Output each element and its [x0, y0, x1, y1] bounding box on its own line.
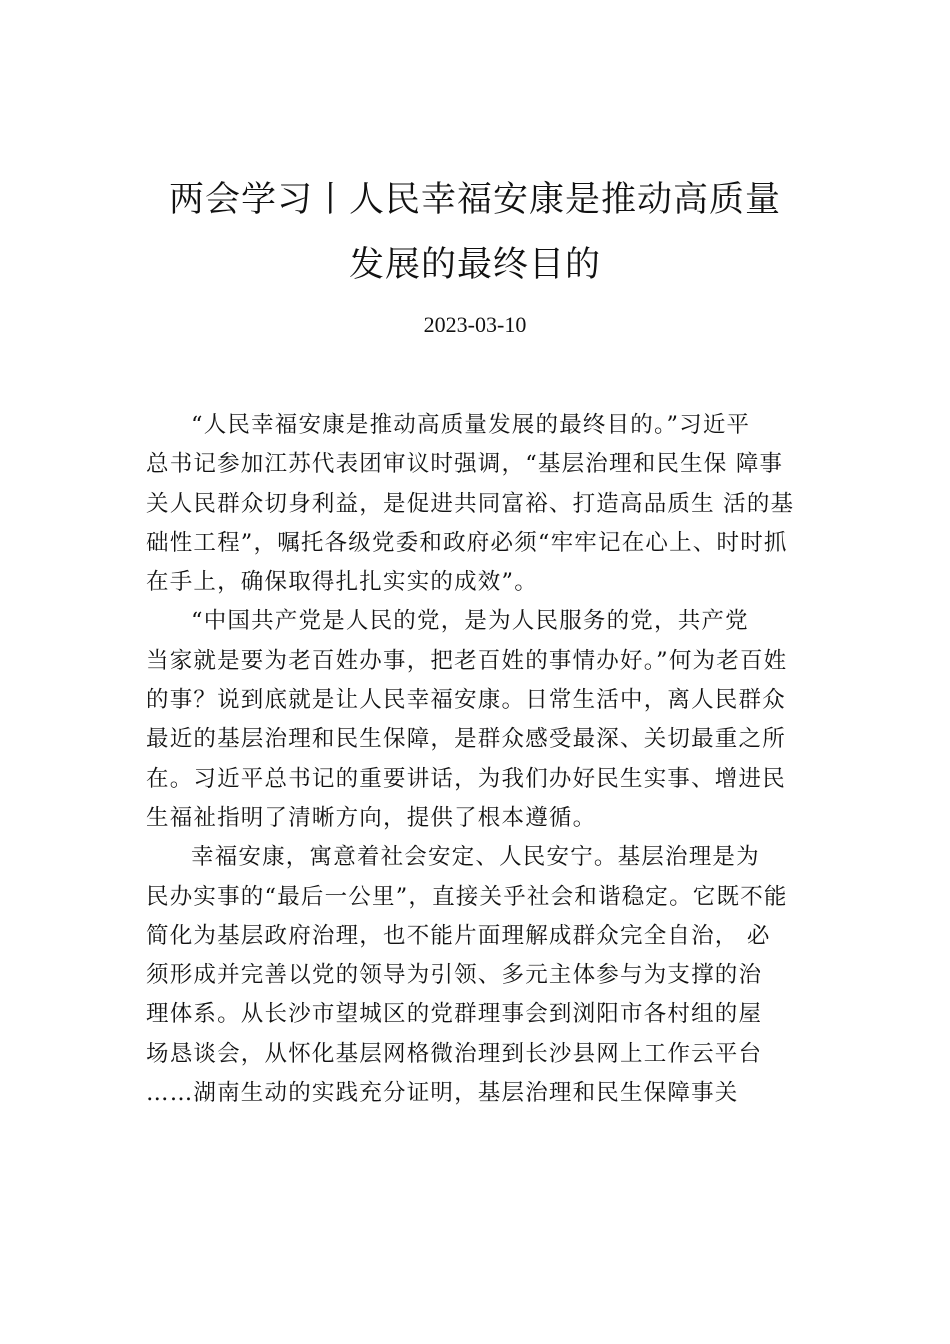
paragraph-3: [146, 838, 846, 1113]
article-body: [146, 406, 846, 1113]
article-title-line-1: 两会学习丨人民幸福安康是推动高质量: [168, 180, 781, 220]
paragraph-line: 在。习近平总书记的重要讲话，为我们办好民生实事、增进民: [146, 765, 786, 792]
paragraph-line: 民办实事的“最后一公里”，直接关乎社会和谐稳定。它既不能: [146, 883, 788, 910]
paragraph-line: 幸福安康，寓意着社会安定、人民安宁。基层治理是为: [191, 844, 760, 871]
paragraph-line: 总书记参加江苏代表团审议时强调，“基层治理和民生保 障事: [146, 451, 784, 478]
paragraph-line: 关人民群众切身利益，是促进共同富裕、打造高品质生 活的基: [146, 490, 795, 517]
paragraph-line: 须形成并完善以党的领导为引领、多元主体参与为支撑的治: [146, 962, 763, 989]
publish-date: 2023-03-10: [423, 312, 527, 337]
paragraph-line: 生福祉指明了清晰方向，提供了根本遵循。: [146, 804, 597, 831]
paragraph-line: 场恳谈会，从怀化基层网格微治理到长沙县网上工作云平台: [146, 1040, 763, 1067]
paragraph-line: 简化为基层政府治理，也不能片面理解成群众完全自治， 必: [146, 922, 771, 949]
paragraph-line: 最近的基层治理和民生保障，是群众感受最深、关切最重之所: [146, 726, 786, 753]
paragraph-line: 础性工程”，嘱托各级党委和政府必须“牢牢记在心上、时时抓: [146, 529, 788, 556]
article-title-line-2: 发展的最终目的: [348, 245, 601, 285]
paragraph-1: [146, 406, 846, 602]
paragraph-line: 在手上，确保取得扎扎实实的成效”。: [146, 569, 538, 596]
paragraph-2: [146, 602, 846, 838]
paragraph-line: 理体系。从长沙市望城区的党群理事会到浏阳市各村组的屋: [146, 1001, 763, 1028]
paragraph-line: “中国共产党是人民的党，是为人民服务的党，共产党: [191, 608, 749, 635]
paragraph-line: ……湖南生动的实践充分证明，基层治理和民生保障事关: [146, 1080, 739, 1107]
paragraph-line: 的事？说到底就是让人民幸福安康。日常生活中，离人民群众: [146, 687, 786, 714]
paragraph-line: 当家就是要为老百姓办事，把老百姓的事情办好。”何为老百姓: [146, 647, 788, 674]
paragraph-line: “人民幸福安康是推动高质量发展的最终目的。”习近平: [191, 412, 751, 438]
